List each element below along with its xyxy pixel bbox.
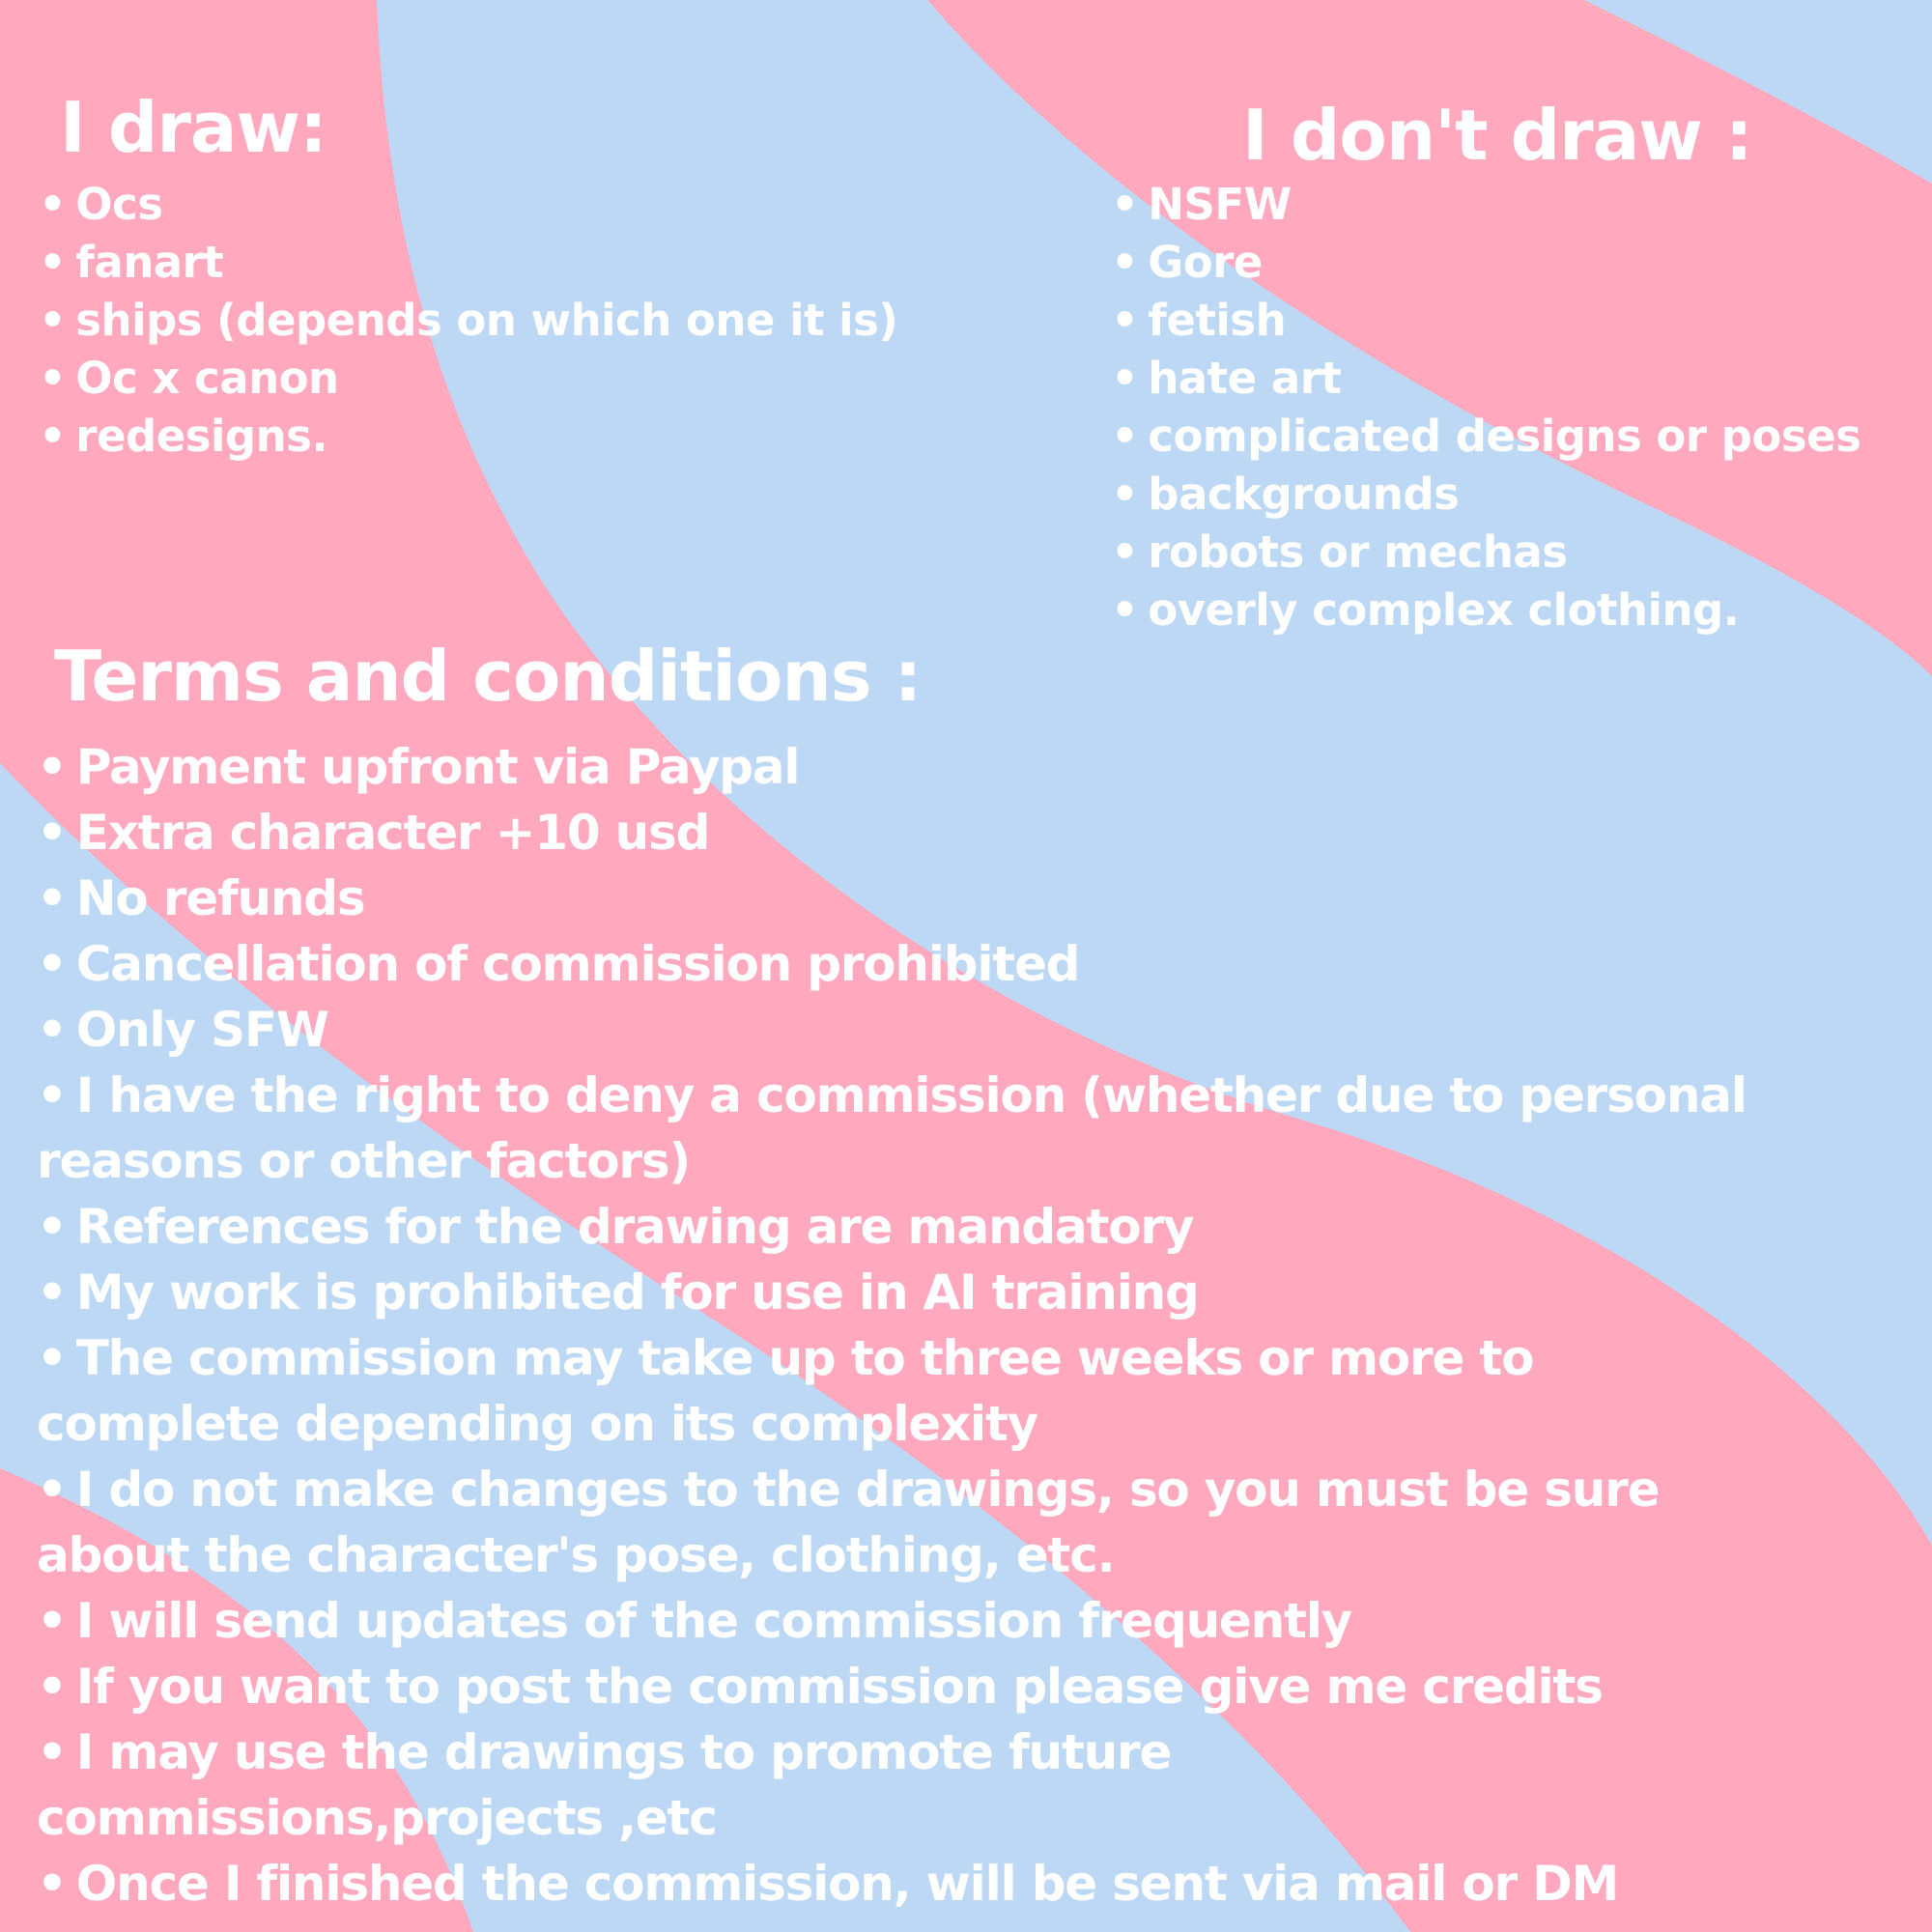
list-item: • hate art xyxy=(1111,350,1861,408)
terms-item-continuation: reasons or other factors) xyxy=(37,1133,691,1189)
terms-item xyxy=(37,1719,1920,1851)
terms-item: • Once I finished the commission, will be sent via mail or DM xyxy=(37,1851,1920,1917)
list-item: • Gore xyxy=(1111,234,1861,292)
list-item: • fanart xyxy=(39,234,897,292)
terms-item xyxy=(37,1063,1920,1194)
terms-item-line: I may use the drawings to promote future xyxy=(75,1724,1172,1780)
terms-item-continuation: complete depending on its complexity xyxy=(37,1396,1038,1452)
terms-item: • No refunds xyxy=(37,866,1920,931)
terms-item-line: I do not make changes to the drawings, so you must be sure xyxy=(75,1462,1660,1518)
list-item: • NSFW xyxy=(1111,176,1861,234)
list-item: • complicated designs or poses xyxy=(1111,408,1861,466)
terms-item xyxy=(37,1457,1920,1588)
list-item: • redesigns. xyxy=(39,408,897,466)
list-item: • Oc x canon xyxy=(39,350,897,408)
terms-item-continuation: commissions,projects ,etc xyxy=(37,1790,717,1846)
terms-item: • My work is prohibited for use in AI training xyxy=(37,1260,1920,1325)
i-dont-draw-list xyxy=(1111,176,1861,639)
terms-item-line: The commission may take up to three weeks or more to xyxy=(75,1330,1534,1386)
list-item: • Ocs xyxy=(39,176,897,234)
terms-item-line: I have the right to deny a commission (whether due to personal xyxy=(75,1067,1747,1123)
list-item: • robots or mechas xyxy=(1111,524,1861,582)
list-item: • backgrounds xyxy=(1111,466,1861,524)
terms-item: • Cancellation of commission prohibited xyxy=(37,931,1920,997)
terms-item: • Extra character +10 usd xyxy=(37,800,1920,866)
terms-list xyxy=(37,734,1920,1917)
terms-item: • If you want to post the commission please give me credits xyxy=(37,1654,1920,1719)
list-item: • overly complex clothing. xyxy=(1111,582,1861,639)
terms-item-continuation: about the character's pose, clothing, etc. xyxy=(37,1527,1115,1583)
terms-item xyxy=(37,1325,1920,1457)
list-item: • ships (depends on which one it is) xyxy=(39,292,897,350)
terms-heading: Terms and conditions : xyxy=(54,636,922,717)
i-draw-list xyxy=(39,176,897,466)
i-dont-draw-heading: I don't draw : xyxy=(1242,95,1752,176)
i-draw-heading: I draw: xyxy=(60,87,327,168)
terms-item: • References for the drawing are mandatory xyxy=(37,1194,1920,1260)
terms-item: • I will send updates of the commission frequently xyxy=(37,1588,1920,1654)
terms-item: • Only SFW xyxy=(37,997,1920,1063)
terms-item: • Payment upfront via Paypal xyxy=(37,734,1920,800)
list-item: • fetish xyxy=(1111,292,1861,350)
